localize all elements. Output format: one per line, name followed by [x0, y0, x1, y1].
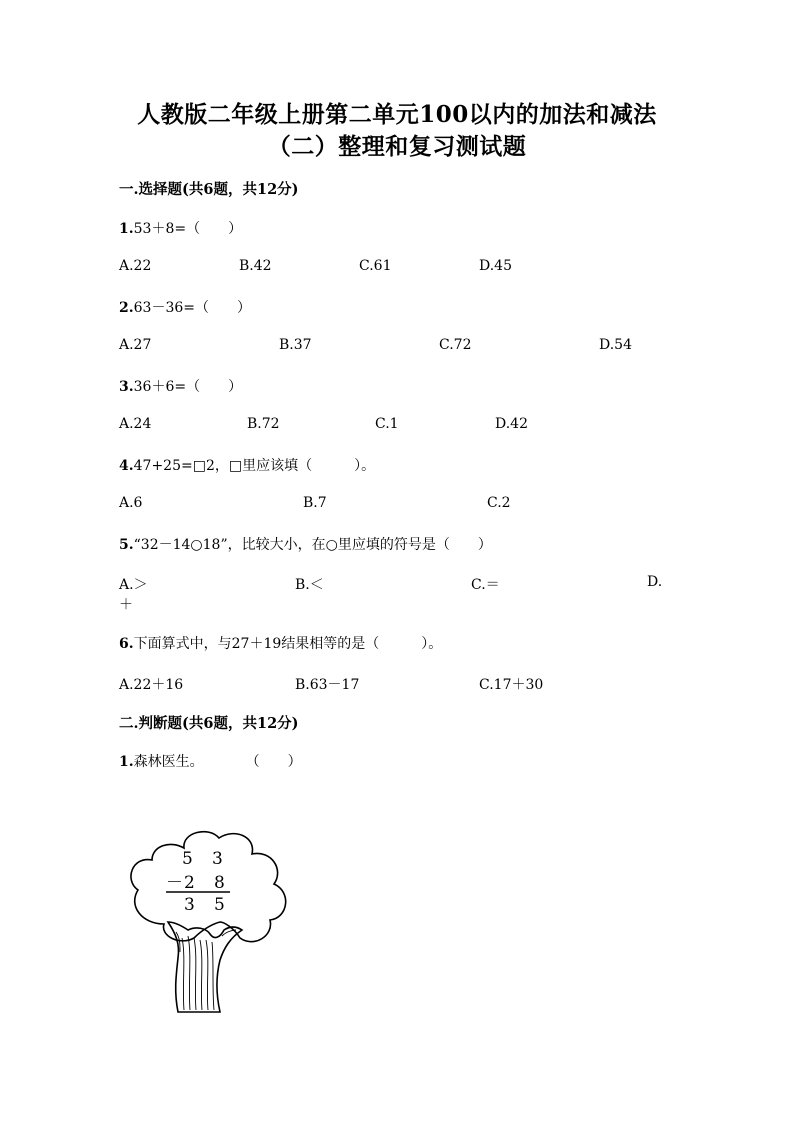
- question-text: 47+25=□2，□里应该填（ ）。: [133, 458, 376, 474]
- question-1: [119, 218, 242, 238]
- question-text: 下面算式中，与27＋19结果相等的是（ ）。: [133, 636, 443, 652]
- question-number: 5.: [119, 537, 134, 553]
- digit-mid-ones: 8: [214, 873, 225, 893]
- section-1-heading: 一.选择题(共6题，共12分): [119, 181, 299, 198]
- q3-option-c[interactable]: C.1: [375, 416, 399, 432]
- question-number: 3.: [119, 379, 134, 395]
- digit-result-tens: 3: [184, 895, 195, 915]
- q1-option-d[interactable]: D.45: [479, 258, 512, 274]
- q3-option-d[interactable]: D.42: [495, 416, 528, 432]
- question-number: 1.: [119, 221, 134, 237]
- minus-sign: －: [166, 873, 183, 893]
- q3-option-b[interactable]: B.72: [247, 416, 280, 432]
- digit-mid-tens: 2: [184, 873, 195, 893]
- digit-result-ones: 5: [214, 895, 225, 915]
- question-number: 2.: [119, 300, 134, 316]
- q6-option-a[interactable]: A.22＋16: [119, 677, 184, 693]
- q5-option-b[interactable]: B.＜: [295, 577, 324, 593]
- tree-trunk-outline: [168, 922, 242, 1012]
- q6-option-c[interactable]: C.17＋30: [479, 677, 544, 693]
- tree-crown-outline: [131, 832, 286, 942]
- q2-option-d[interactable]: D.54: [599, 337, 632, 353]
- question-5: [119, 534, 492, 554]
- q2-option-b[interactable]: B.37: [279, 337, 312, 353]
- question-text: 63－36=（ ）: [133, 300, 251, 316]
- question-text: 森林医生。 （ ）: [133, 754, 302, 770]
- digit-top-tens: 5: [182, 849, 193, 869]
- question-number: 6.: [119, 636, 134, 652]
- q5-option-d[interactable]: D.: [647, 574, 663, 590]
- question-text: 53＋8=（ ）: [133, 221, 243, 237]
- page-title-line-1: 人教版二年级上册第二单元100以内的加法和减法: [137, 101, 657, 128]
- q2-option-a[interactable]: A.27: [119, 337, 152, 353]
- question-text: 36＋6=（ ）: [133, 379, 243, 395]
- q1-option-c[interactable]: C.61: [359, 258, 392, 274]
- q3-option-a[interactable]: A.24: [119, 416, 152, 432]
- question-6: [119, 633, 442, 653]
- question-number: 4.: [119, 458, 134, 474]
- q5-option-d-symbol: ＋: [119, 597, 133, 613]
- q4-option-b[interactable]: B.7: [303, 495, 327, 511]
- q5-option-a[interactable]: A.＞: [119, 577, 148, 593]
- section-2-heading: 二.判断题(共6题，共12分): [119, 715, 299, 732]
- question-text: “32－14○18”，比较大小，在○里应填的符号是（ ）: [133, 537, 492, 553]
- tree-bark-lines: [176, 930, 236, 1010]
- judgment-question-1: [119, 751, 302, 771]
- page-title-line-2: （二）整理和复习测试题: [267, 133, 527, 160]
- q6-option-b[interactable]: B.63－17: [295, 677, 360, 693]
- q1-option-b[interactable]: B.42: [239, 258, 272, 274]
- question-3: [119, 376, 242, 396]
- q1-option-a[interactable]: A.22: [119, 258, 152, 274]
- question-number: 1.: [119, 754, 134, 770]
- q2-option-c[interactable]: C.72: [439, 337, 472, 353]
- question-2: [119, 297, 251, 317]
- q4-option-a[interactable]: A.6: [119, 495, 143, 511]
- digit-top-ones: 3: [212, 849, 223, 869]
- q4-option-c[interactable]: C.2: [487, 495, 511, 511]
- question-4: [119, 455, 375, 475]
- tree-illustration: [124, 826, 294, 1016]
- q5-option-c[interactable]: C.＝: [471, 577, 500, 593]
